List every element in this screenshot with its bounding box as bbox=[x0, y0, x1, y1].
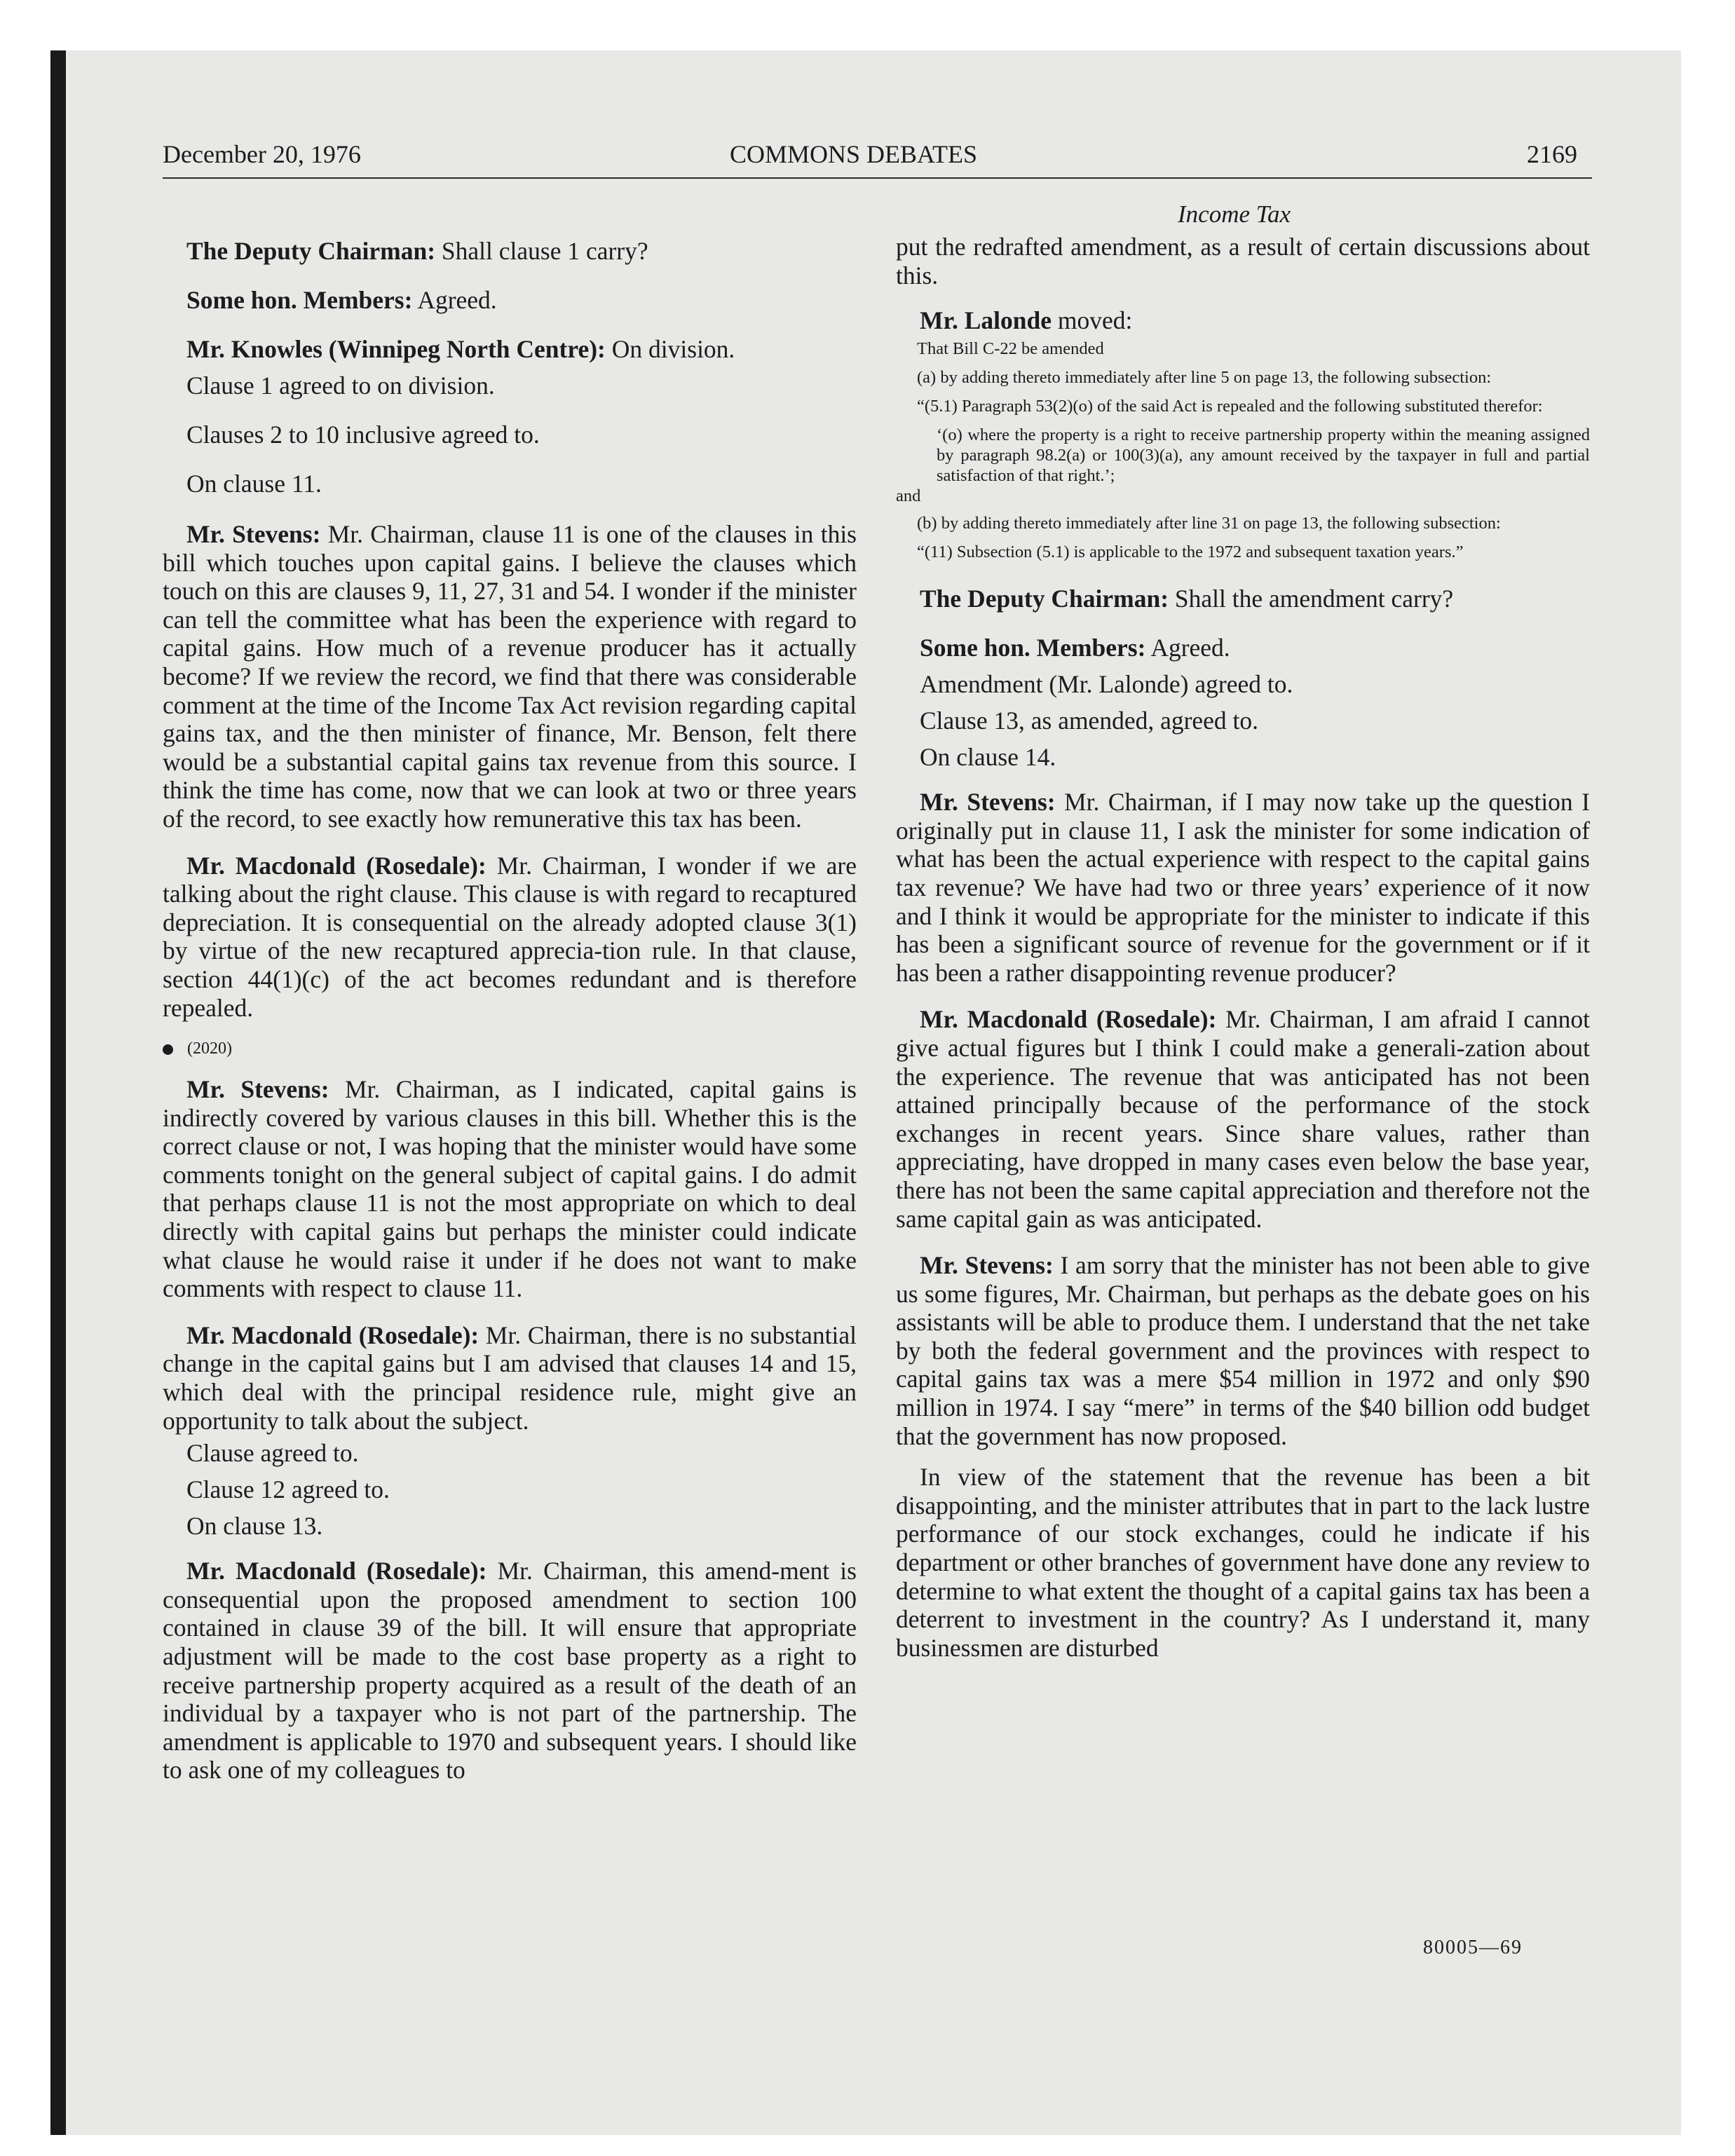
speech-paragraph bbox=[163, 1557, 857, 1785]
header-page-number: 2169 bbox=[1527, 140, 1577, 168]
speech-paragraph bbox=[163, 1321, 857, 1435]
time-marker-text: (2020) bbox=[187, 1039, 232, 1058]
speech-text: moved: bbox=[1052, 306, 1133, 335]
motion-text: (a) by adding thereto immediately after line 5 on page 13, the following subsection: bbox=[917, 368, 1492, 388]
header-date: December 20, 1976 bbox=[163, 140, 361, 168]
motion-text: and bbox=[896, 486, 921, 506]
speaker-name: Some hon. Members: bbox=[920, 634, 1146, 662]
motion-text: (b) by adding thereto immediately after line 31 on page 13, the following subsection: bbox=[917, 514, 1501, 533]
speech-text: Shall the amendment carry? bbox=[1169, 585, 1454, 613]
proceeding-line: Clause 1 agreed to on division. bbox=[186, 371, 495, 400]
proceeding-line: Clause 13, as amended, agreed to. bbox=[920, 707, 1259, 735]
speaker-name: Mr. Stevens: bbox=[920, 788, 1056, 817]
speech-text: Mr. Chairman, if I may now take up the question I originally put in clause 11, I ask the minister for some indication of what has been the actual experience with respect to the capital gains tax revenue? We have had two or three years’ experience of it now and I think it would be appropriate for the minister to indicate if this has been a significant source of revenue for the government or if it has been a rather disappointing revenue producer? bbox=[896, 788, 1590, 987]
speech-text: Mr. Chairman, clause 11 is one of the clauses in this bill which touches upon capital gains. I believe the clauses which touch on this are clauses 9, 11, 27, 31 and 54. I wonder if the minister can tell the committee what has been the experience with regard to capital gains. How much of a revenue producer has it actually become? If we review the record, we find that there was considerable comment at the time of the Income Tax Act revision regarding capital gains tax, and the then minister of finance, Mr. Benson, felt there would be a substantial capital gains tax revenue from this source. I think the time has come, now that we can look at two or three years of the record, to see exactly how remunerative this tax has been. bbox=[163, 520, 857, 833]
speaker-name: Mr. Stevens: bbox=[186, 1075, 329, 1104]
speech-text: I am sorry that the minister has not been able to give us some figures, Mr. Chairman, but perhaps as the debate goes on his assistants will be able to produce them. I understand that the net take by both the federal government and the provinces with respect to capital gains tax was a mere $54 million in 1972 and only $90 million in 1974. I say “mere” in terms of the $40 billion odd budget that the government has now proposed. bbox=[896, 1251, 1591, 1450]
motion-text: “(11) Subsection (5.1) is applicable to the 1972 and subsequent taxation years.” bbox=[917, 543, 1464, 562]
proceeding-line: Clause agreed to. bbox=[186, 1439, 359, 1468]
proceeding-line: On clause 14. bbox=[920, 743, 1056, 772]
speech-paragraph bbox=[896, 788, 1590, 987]
scan-edge-shadow bbox=[50, 50, 66, 2135]
proceeding-line: Amendment (Mr. Lalonde) agreed to. bbox=[920, 670, 1293, 699]
speaker-name: The Deputy Chairman: bbox=[186, 237, 436, 265]
speech-paragraph bbox=[896, 302, 1590, 339]
left-column bbox=[163, 233, 857, 1785]
speech-paragraph bbox=[896, 1005, 1590, 1233]
speech-text: Shall clause 1 carry? bbox=[435, 237, 648, 265]
speech-paragraph bbox=[163, 852, 857, 1023]
speech-continuation: put the redrafted amendment, as a result of certain discussions about this. bbox=[896, 233, 1590, 289]
speech-paragraph bbox=[163, 520, 857, 833]
motion-quote: ‘(o) where the property is a right to receive partnership property within the meaning assigned by paragraph 98.2(a) or 100(3)(a), any amount received by the taxpayer in full and partial satisfaction of that right.’; bbox=[937, 425, 1590, 486]
speaker-name: The Deputy Chairman: bbox=[920, 585, 1169, 613]
speech-paragraph bbox=[896, 580, 1590, 617]
speaker-name: Mr. Macdonald (Rosedale): bbox=[186, 1321, 479, 1349]
running-subject: Income Tax bbox=[1178, 200, 1291, 228]
speech-paragraph bbox=[163, 1075, 857, 1303]
speaker-name: Mr. Macdonald (Rosedale): bbox=[186, 851, 487, 880]
speech-paragraph bbox=[896, 629, 1590, 666]
motion-text: That Bill C-22 be amended bbox=[917, 339, 1104, 359]
speech-paragraph bbox=[163, 282, 857, 318]
proceeding-line: On clause 11. bbox=[186, 470, 322, 498]
proceeding-line: Clause 12 agreed to. bbox=[186, 1475, 390, 1504]
speech-paragraph: In view of the statement that the revenue has been a bit disappointing, and the minister attributes that in part to the lack lustre performance of our stock exchanges, could he indicate if his department or other branches of government have done any review to determine to what extent the thought of a capital gains tax has been a deterrent to investment in the country? As I understand it, many businessmen are disturbed bbox=[896, 1463, 1590, 1662]
speech-text: Agreed. bbox=[1145, 634, 1230, 662]
speaker-name: Mr. Lalonde bbox=[920, 306, 1052, 335]
speech-text: Mr. Chairman, there is no substantial change in the capital gains but I am advised that clauses 14 and 15, which deal with the principal residence rule, might give an opportunity to talk about the subject. bbox=[163, 1321, 857, 1435]
speech-text: Mr. Chairman, as I indicated, capital gains is indirectly covered by various clauses in this bill. Whether this is the correct clause or not, I was hoping that the minister would have some comments tonight on the general subject of capital gains. I do admit that perhaps clause 11 is not the most appropriate on which to deal directly with capital gains but perhaps the minister could indicate what clause he would raise it under if he does not want to make comments with respect to clause 11. bbox=[163, 1075, 857, 1303]
header-rule bbox=[163, 177, 1592, 179]
right-column bbox=[896, 233, 1590, 1662]
speech-text: On division. bbox=[605, 335, 735, 363]
header-title: COMMONS DEBATES bbox=[730, 140, 978, 168]
speaker-name: Mr. Stevens: bbox=[920, 1251, 1054, 1280]
speaker-name: Mr. Macdonald (Rosedale): bbox=[920, 1005, 1217, 1034]
motion-text: “(5.1) Paragraph 53(2)(o) of the said Act is repealed and the following substituted therefor: bbox=[917, 397, 1543, 416]
time-marker bbox=[163, 1035, 857, 1063]
proceeding-line: On clause 13. bbox=[186, 1512, 323, 1541]
footer-code: 80005—69 bbox=[1423, 1937, 1523, 1958]
speech-text: Agreed. bbox=[412, 286, 497, 314]
speech-paragraph bbox=[896, 1251, 1590, 1450]
speech-text: Mr. Chairman, I wonder if we are talking about the right clause. This clause is with regard to recaptured depreciation. It is consequential on the already adopted clause 3(1) by virtue of the new recaptured apprecia-tion rule. In that clause, section 44(1)(c) of the act becomes redundant and is therefore repealed. bbox=[163, 851, 857, 1022]
speaker-name: Mr. Knowles (Winnipeg North Centre): bbox=[186, 335, 606, 363]
speech-paragraph bbox=[163, 331, 857, 367]
speaker-name: Mr. Stevens: bbox=[186, 520, 321, 548]
speaker-name: Some hon. Members: bbox=[186, 286, 413, 314]
speech-text: Mr. Chairman, I am afraid I cannot give actual figures but I think I could make a generali-zation about the experience. The revenue that was anticipated has not been attained principally because of the performance of the stock exchanges in recent years. Since share values, rather than appreciating, have dropped in many cases even below the base year, there has not been the same capital appreciation and therefore not the same capital gain as was anticipated. bbox=[896, 1005, 1591, 1233]
proceeding-line: Clauses 2 to 10 inclusive agreed to. bbox=[186, 421, 540, 449]
speech-paragraph bbox=[163, 233, 857, 269]
speech-text: Mr. Chairman, this amend-ment is consequential upon the proposed amendment to section 100 contained in clause 39 of the bill. It will ensure that appropriate adjustment will be made to the cost base property as a right to receive partnership property acquired as a result of the death of an individual by a taxpayer who is not part of the partnership. The amendment is applicable to 1970 and subsequent years. I should like to ask one of my colleagues to bbox=[163, 1557, 857, 1785]
speaker-name: Mr. Macdonald (Rosedale): bbox=[186, 1557, 487, 1585]
bullet-icon bbox=[163, 1044, 173, 1055]
